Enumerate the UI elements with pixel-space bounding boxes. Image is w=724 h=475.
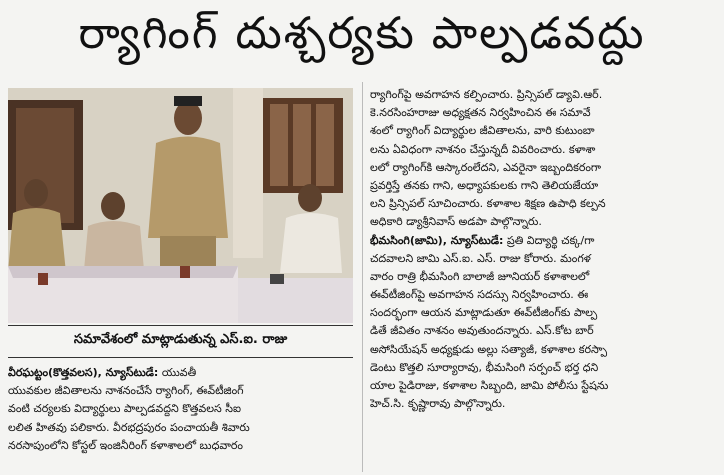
right-p2-line-0: చదవాలని జామి ఎస్.ఐ. ఎస్. రాజు కోరారు. మంగళ [370,251,591,265]
right-line-0: ర్యాగింగ్‌పై అవగాహన కల్పించారు. ప్రిన్సిపల్ డ్యావి.ఆర్. [370,88,603,101]
right-p2-line-2: ఈవ్‌టీజింగ్‌పై అవగాహన సదస్సు నిర్వహించారు. ఈ [370,288,589,302]
left-first-line [8,364,353,382]
right-p2-line-3: సందర్భంగా ఆయన మాట్లాడుతూ ఈవ్‌టీజింగ్‌కు పాల్ప [370,306,598,320]
right-second-dateline-line [370,232,720,250]
right-line-5: ప్రవర్తిస్తే తనకు గాని, అధ్యాపకులకు గాని తెలియజేయా [370,178,599,192]
right-para2-first: ప్రతి విద్యార్థి చక్క/గా [506,233,595,247]
right-p2-line-4: డితే జీవితం నాశనం అవుతుందన్నారు. ఎస్.కోట బార్ [370,324,594,338]
left-line-2: వంటి చర్యలకు విద్యార్థులు పాల్పడవద్దని కొత్తవలస సీఐ [8,402,241,416]
left-line-3: లలిత హితవు పలికారు. వీరభద్రపురం పంచాయతీ శివారు [8,420,250,434]
left-column [8,364,353,455]
right-line-1: కె.నరసింహరాజు అధ్యక్షతన నిర్వహించిన ఈ సమావే [370,106,591,120]
caption-rule-top [8,325,353,326]
left-line-1: యువకుల జీవితాలను నాశనంచేసే ర్యాగింగ్, ఈవ్‌టీజింగ్ [8,384,244,398]
photo-caption: సమావేశంలో మాట్లాడుతున్న ఎస్.ఐ. రాజు [73,332,288,347]
right-p2-line-7: యాల పైడిరాజు, కళాశాల సిబ్బంది, జామి పోలీసు స్టేషను [370,379,609,392]
right-line-3: లను ఏవిధంగా నాశనం చేస్తున్నదీ వివరించారు. కళాశా [370,142,596,156]
news-photo-illustration [8,88,353,323]
left-line-4: నరసాపుంలోని కోస్టల్ ఇంజినీరింగ్ కళాశాలలో బుధవారం [8,438,243,452]
headline: ర్యాగింగ్ దుశ్చర్యకు పాల్పడవద్దు [78,8,646,59]
right-line-7: అధికారి డ్యాశ్రీనివాస్ అడపా పాల్గొన్నారు. [370,215,542,229]
right-line-2: శంలో ర్యాగింగ్ విద్యార్థుల జీవితాలను, వారి కుటుంబా [370,124,595,138]
right-column [370,86,720,413]
right-dateline: భీమసింగి(జామి), న్యూస్‌టుడే: [370,233,504,247]
column-divider [362,82,363,472]
news-photo [8,88,353,323]
caption-rule-bottom [8,357,353,358]
right-line-4: లలో ర్యాగింగ్‌కి ఆస్కారంలేదని, ఎవరైనా ఇబ్బందికరంగా [370,160,602,174]
right-p2-line-8: హెచ్.సి. కృష్ణారావు పాల్గొన్నారు. [370,397,506,411]
left-dateline: వీరఘట్టం(కొత్తవలస), న్యూస్‌టుడే: [8,366,159,379]
right-line-6: లని ప్రిన్సిపల్ సూచించారు. కళాశాల శిక్షణ ఉపాధి కల్పన [370,197,606,211]
left-line-0: యువతీ [161,366,197,379]
right-p2-line-6: డెంటు కొత్తలి సూర్యారావు, భీమసింగి సర్పంచ్ భర్త ధని [370,360,599,374]
right-p2-line-1: వారం రాత్రి భీమసింగి బాలాజీ జూనియర్ కళాశాలలో [370,269,590,283]
right-p2-line-5: అసోసియేషన్ అధ్యక్షుడు అల్లు సత్యాజీ, కళాశాల కరస్పా [370,342,608,356]
